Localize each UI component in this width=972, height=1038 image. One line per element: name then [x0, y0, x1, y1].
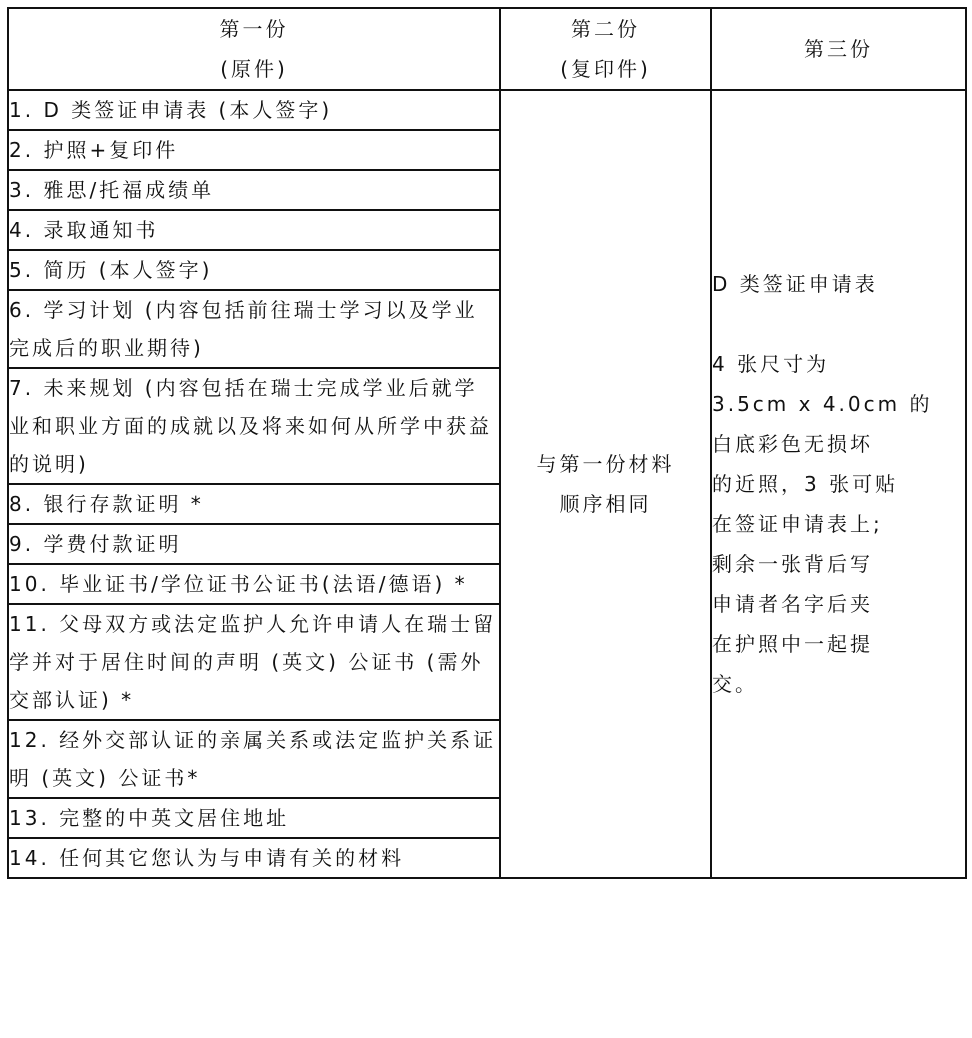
- header-row: [8, 8, 966, 90]
- col3-line4: 白底彩色无损坏: [712, 432, 873, 456]
- col3-line9: 在护照中一起提: [712, 632, 873, 656]
- col3-line3: 3.5cm x 4.0cm 的: [712, 392, 933, 416]
- col2-line2: 顺序相同: [559, 492, 652, 516]
- item-4: 4. 录取通知书: [8, 210, 500, 250]
- header-col1-subtitle: (原件): [220, 57, 288, 81]
- item-3: 3. 雅思/托福成绩单: [8, 170, 500, 210]
- item-7: 7. 未来规划 (内容包括在瑞士完成学业后就学业和职业方面的成就以及将来如何从所学中获益的说明): [8, 368, 500, 484]
- col3-line10: 交。: [712, 672, 758, 696]
- col2-body: [500, 90, 711, 878]
- col3-line1: D 类签证申请表: [712, 272, 878, 296]
- col3-line7: 剩余一张背后写: [712, 552, 873, 576]
- item-5: 5. 简历 (本人签字): [8, 250, 500, 290]
- item-10: 10. 毕业证书/学位证书公证书(法语/德语) *: [8, 564, 500, 604]
- item-14: 14. 任何其它您认为与申请有关的材料: [8, 838, 500, 878]
- header-col2: [500, 8, 711, 90]
- header-col3: [711, 8, 966, 90]
- item-2: 2. 护照+复印件: [8, 130, 500, 170]
- item-8: 8. 银行存款证明 *: [8, 484, 500, 524]
- col3-line8: 申请者名字后夹: [712, 592, 873, 616]
- header-col2-subtitle: (复印件): [560, 57, 651, 81]
- item-9: 9. 学费付款证明: [8, 524, 500, 564]
- col3-body: [711, 90, 966, 878]
- visa-documents-table: [7, 7, 967, 879]
- item-13: 13. 完整的中英文居住地址: [8, 798, 500, 838]
- header-col2-title: 第二份: [571, 17, 640, 41]
- item-6: 6. 学习计划 (内容包括前往瑞士学习以及学业完成后的职业期待): [8, 290, 500, 368]
- header-col3-title: 第三份: [804, 37, 873, 61]
- header-col1: [8, 8, 500, 90]
- header-col1-title: 第一份: [219, 17, 289, 41]
- col3-line5: 的近照，3 张可贴: [712, 472, 899, 496]
- col2-line1: 与第一份材料: [536, 452, 675, 476]
- item-12: 12. 经外交部认证的亲属关系或法定监护关系证明 (英文) 公证书*: [8, 720, 500, 798]
- table-row: [8, 90, 966, 130]
- item-11: 11. 父母双方或法定监护人允许申请人在瑞士留学并对于居住时间的声明 (英文) 公证书 (需外交部认证) *: [8, 604, 500, 720]
- item-1: 1. D 类签证申请表 (本人签字): [8, 90, 500, 130]
- col3-line2: 4 张尺寸为: [712, 352, 830, 376]
- col3-line6: 在签证申请表上;: [712, 512, 883, 536]
